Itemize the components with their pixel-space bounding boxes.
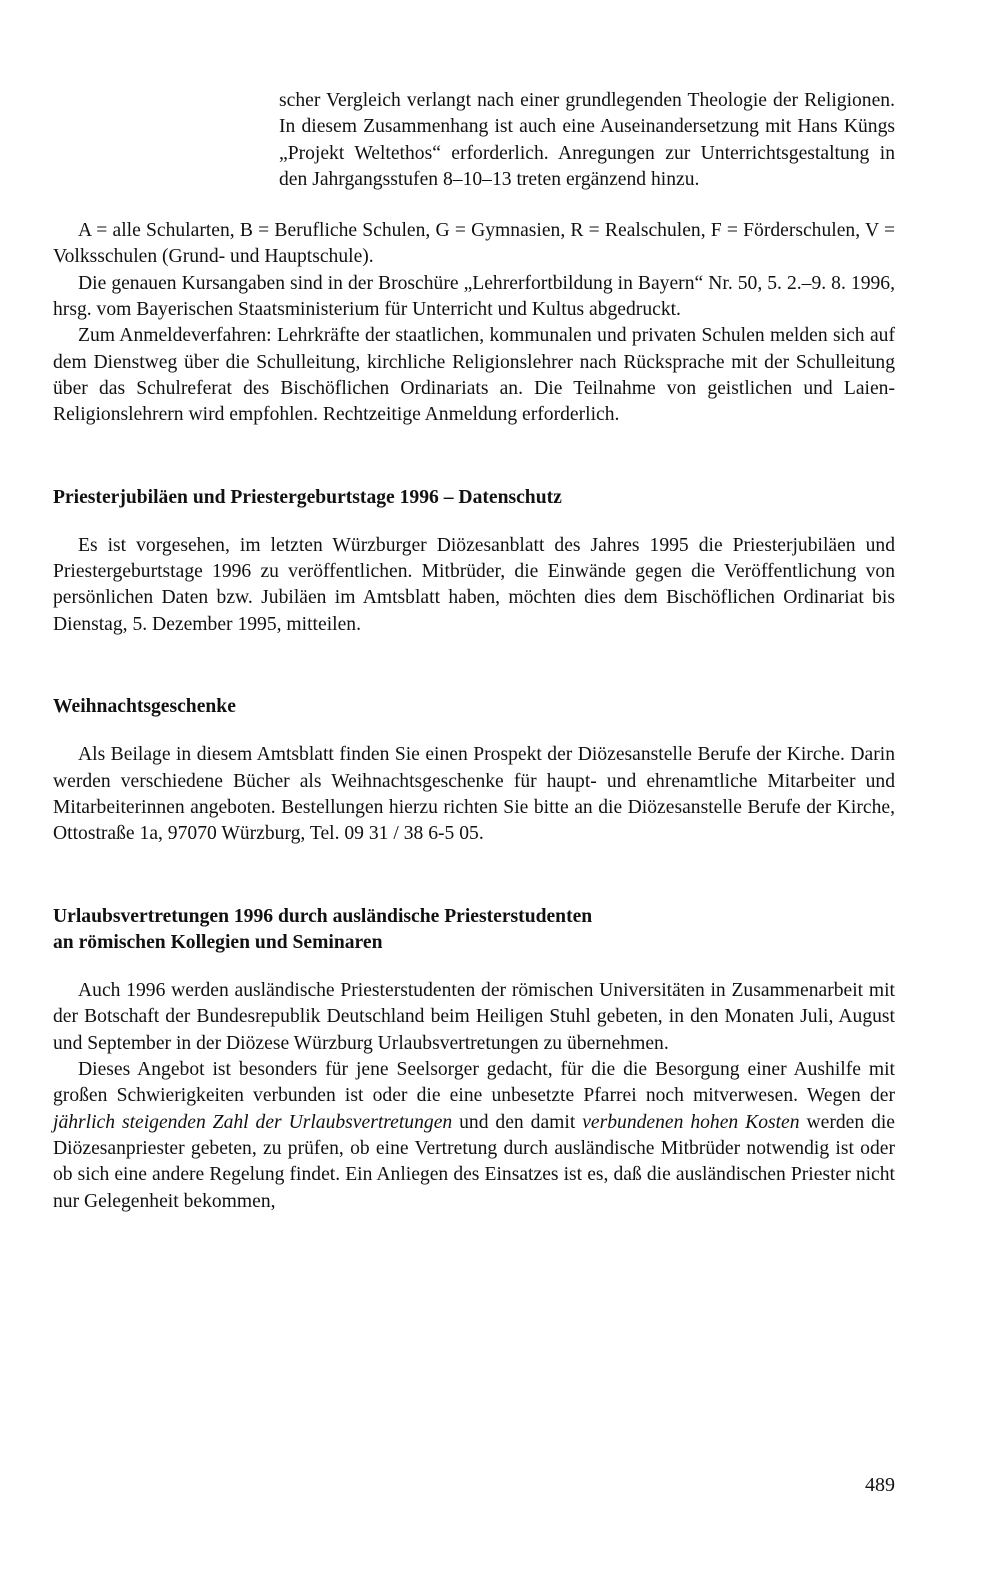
document-page (53, 88, 895, 1215)
heading-line-2: an römischen Kollegien und Seminaren (53, 931, 383, 953)
priesterjubilaeen-paragraph: Es ist vorgesehen, im letzten Würzburger Diözesanblatt des Jahres 1995 die Priesterjubiläen und Priestergeburtstage 1996 zu veröffentlichen. Mitbrüder, die Einwände gegen die Veröffentlichung von persönlichen Daten bzw. Jubiläen im Amtsblatt haben, möchten dies dem Bischöflichen Ordinariat bis Dienstag, 5. Dezember 1995, mitteilen. (53, 534, 895, 635)
page-number: 489 (865, 1474, 895, 1496)
intro-paragraph: scher Vergleich verlangt nach einer grundlegenden Theologie der Religionen. In diesem Zusammenhang ist auch eine Auseinandersetzung mit Hans Küngs „Projekt Weltethos“ erforderlich. Anregungen zur Unterrichtsgestaltung in den Jahrgangsstufen 8–10–13 treten ergänzend hinzu. (279, 90, 895, 190)
text-run: Dieses Angebot ist besonders für jene Seelsorger gedacht, für die die Besorgung einer Aushilfe mit großen Schwierigkeiten verbunden ist oder die eine unbesetzte Pfarrei noch mitverwesen. Wegen der (53, 1059, 895, 1107)
weihnachtsgeschenke-paragraph: Als Beilage in diesem Amtsblatt finden Sie einen Prospekt der Diözesanstelle Berufe der Kirche. Darin werden verschiedene Bücher als Weihnachtsgeschenke für haupt- und ehrenamtliche Mitarbeiter und Mitarbeiterinnen angeboten. Bestellungen hierzu richten Sie bitte an die Diözesanstelle Berufe der Kirche, Ottostraße 1a, 97070 Würzburg, Tel. 09 31 / 38 6-5 05. (53, 744, 895, 845)
urlaubsvertretungen-paragraph-1: Auch 1996 werden ausländische Priesterstudenten der römischen Universitäten in Zusammenarbeit mit der Botschaft der Bundesrepublik Deutschland beim Heiligen Stuhl gebeten, in den Monaten Juli, August und September in der Diözese Würzburg Urlaubsvertretungen zu übernehmen. (53, 980, 895, 1054)
course-info-paragraph: Die genauen Kursangaben sind in der Broschüre „Lehrerfortbildung in Bayern“ Nr. 50, 5. 2.–9. 8. 1996, hrsg. vom Bayerischen Staatsministerium für Unterricht und Kultus abgedruckt. (53, 272, 895, 321)
section-heading-priesterjubilaeen: Priesterjubiläen und Priestergeburtstage 1996 – Datenschutz (53, 486, 562, 508)
section-heading-urlaubsvertretungen (53, 904, 895, 957)
urlaubsvertretungen-paragraph-2 (53, 1057, 895, 1215)
registration-paragraph: Zum Anmeldeverfahren: Lehrkräfte der staatlichen, kommunalen und privaten Schulen melden sich auf dem Dienstweg über die Schulleitung, kirchliche Religionslehrer nach Rücksprache mit der Schulleitung über das Schulreferat des Bischöflichen Ordinariats an. Die Teilnahme von geistlichen und Laien-Religionslehrern wird empfohlen. Rechtzeitige Anmeldung erforderlich. (53, 325, 895, 426)
text-run: werden die Diözesanpriester gebeten, zu prüfen, ob eine Vertretung durch ausländische Mitbrüder notwendig ist oder ob sich eine andere Regelung findet. Ein Anliegen des Einsatzes ist es, daß die ausländischen Priester nicht nur Gelegenheit bekommen, (53, 1111, 896, 1212)
emphasis-text: jährlich steigenden Zahl der Urlaubsvertretungen (53, 1111, 453, 1133)
heading-line-1: Urlaubsvertretungen 1996 durch ausländische Priesterstudenten (53, 905, 593, 927)
emphasis-text: verbundenen hohen Kosten (582, 1111, 800, 1133)
text-run: und den damit (452, 1111, 583, 1133)
abbreviations-paragraph: A = alle Schularten, B = Berufliche Schulen, G = Gymnasien, R = Realschulen, F = Förderschulen, V = Volksschulen (Grund- und Hauptschule). (53, 220, 895, 268)
section-heading-weihnachtsgeschenke: Weihnachtsgeschenke (53, 696, 236, 718)
